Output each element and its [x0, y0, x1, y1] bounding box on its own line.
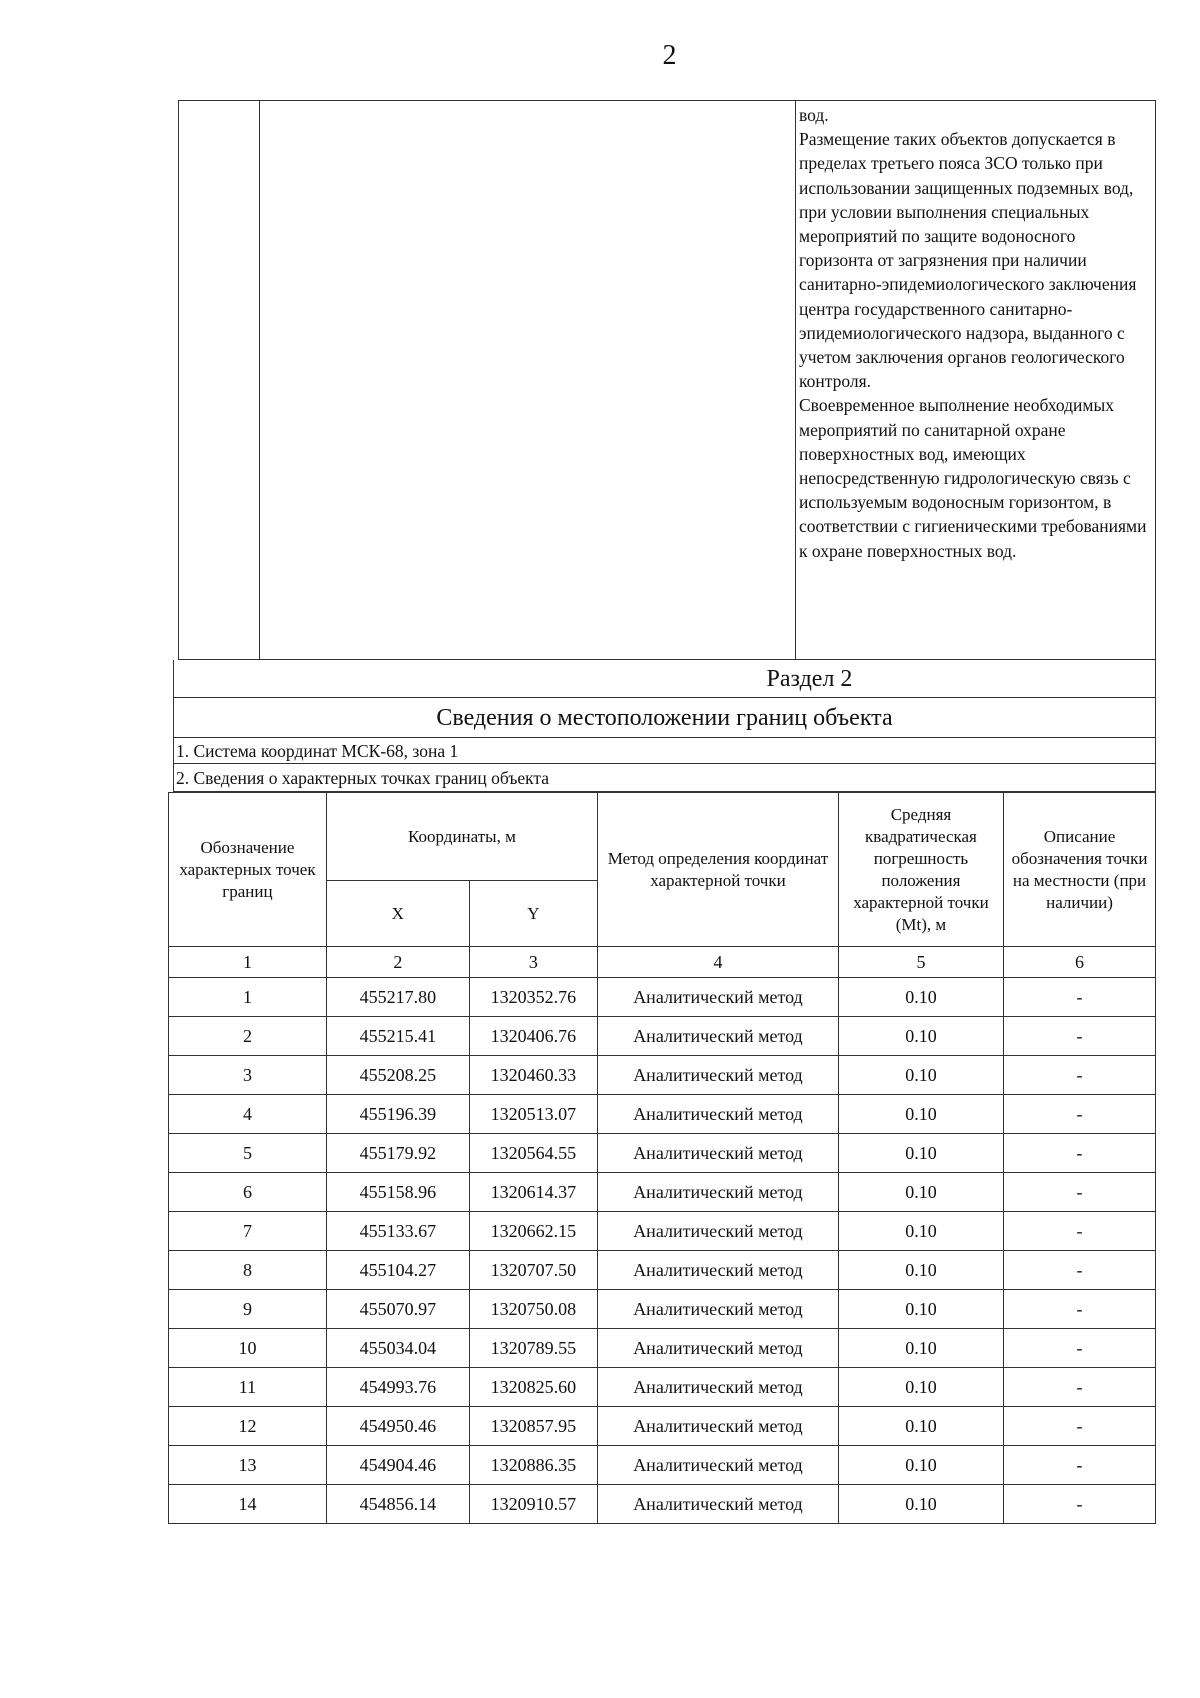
description-cell: -: [1004, 1407, 1156, 1446]
error-cell: 0.10: [838, 1095, 1003, 1134]
column-number: 2: [326, 947, 469, 978]
coord-y: 1320406.76: [469, 1017, 597, 1056]
column-number: 6: [1004, 947, 1156, 978]
error-cell: 0.10: [838, 978, 1003, 1017]
column-number: 3: [469, 947, 597, 978]
coord-y: 1320614.37: [469, 1173, 597, 1212]
column-number: 1: [169, 947, 327, 978]
column-number-row: [169, 947, 1156, 978]
header-error: Средняя квадратическая погрешность положения характерной точки (Mt), м: [838, 793, 1003, 947]
table-row: [169, 1017, 1156, 1056]
continuation-paragraph: Размещение таких объектов допускается в пределах третьего пояса ЗСО только при использовании защищенных подземных вод, при условии выполнения специальных мероприятий по защите водоносного горизонта от загрязнения при наличии санитарно-эпидемиологического заключения центра государственного санитарно-эпидемиологического надзора, выданного с учетом заключения органов геологического контроля.: [799, 129, 1137, 392]
coord-x: 455158.96: [326, 1173, 469, 1212]
column-divider: [259, 101, 260, 659]
point-number: 2: [169, 1017, 327, 1056]
point-number: 8: [169, 1251, 327, 1290]
error-cell: 0.10: [838, 1446, 1003, 1485]
table-row: [169, 1212, 1156, 1251]
coord-x: 455070.97: [326, 1290, 469, 1329]
coord-y: 1320564.55: [469, 1134, 597, 1173]
table-row: [169, 1056, 1156, 1095]
header-coords: Координаты, м: [326, 793, 597, 881]
coord-x: 455215.41: [326, 1017, 469, 1056]
coord-y: 1320910.57: [469, 1485, 597, 1524]
point-number: 7: [169, 1212, 327, 1251]
point-number: 5: [169, 1134, 327, 1173]
method-cell: Аналитический метод: [598, 1446, 839, 1485]
point-number: 10: [169, 1329, 327, 1368]
section-title: Раздел 2: [173, 660, 1156, 698]
column-number: 4: [598, 947, 839, 978]
point-number: 14: [169, 1485, 327, 1524]
method-cell: Аналитический метод: [598, 1329, 839, 1368]
coord-y: 1320886.35: [469, 1446, 597, 1485]
error-cell: 0.10: [838, 1212, 1003, 1251]
description-cell: -: [1004, 978, 1156, 1017]
error-cell: 0.10: [838, 1251, 1003, 1290]
description-cell: -: [1004, 1251, 1156, 1290]
coord-x: 454856.14: [326, 1485, 469, 1524]
table-row: [169, 1095, 1156, 1134]
point-number: 3: [169, 1056, 327, 1095]
error-cell: 0.10: [838, 1134, 1003, 1173]
coord-y: 1320662.15: [469, 1212, 597, 1251]
header-method: Метод определения координат характерной точки: [598, 793, 839, 947]
table-row: [169, 1407, 1156, 1446]
method-cell: Аналитический метод: [598, 1095, 839, 1134]
method-cell: Аналитический метод: [598, 1251, 839, 1290]
method-cell: Аналитический метод: [598, 1017, 839, 1056]
method-cell: Аналитический метод: [598, 1368, 839, 1407]
description-cell: -: [1004, 1095, 1156, 1134]
description-cell: -: [1004, 1368, 1156, 1407]
column-divider: [795, 101, 796, 659]
point-number: 9: [169, 1290, 327, 1329]
description-cell: -: [1004, 1446, 1156, 1485]
table-row: [169, 978, 1156, 1017]
method-cell: Аналитический метод: [598, 1134, 839, 1173]
description-cell: -: [1004, 1212, 1156, 1251]
coord-x: 455179.92: [326, 1134, 469, 1173]
method-cell: Аналитический метод: [598, 1485, 839, 1524]
header-x: X: [326, 881, 469, 947]
point-number: 11: [169, 1368, 327, 1407]
description-cell: -: [1004, 1329, 1156, 1368]
coord-x: 455217.80: [326, 978, 469, 1017]
table-row: [169, 1485, 1156, 1524]
error-cell: 0.10: [838, 1173, 1003, 1212]
point-number: 6: [169, 1173, 327, 1212]
coord-y: 1320789.55: [469, 1329, 597, 1368]
continuation-block: [178, 100, 1156, 660]
error-cell: 0.10: [838, 1368, 1003, 1407]
description-cell: -: [1004, 1017, 1156, 1056]
header-point-label: Обозначение характерных точек границ: [169, 793, 327, 947]
coord-x: 455208.25: [326, 1056, 469, 1095]
point-number: 1: [169, 978, 327, 1017]
coord-x: 455133.67: [326, 1212, 469, 1251]
point-number: 13: [169, 1446, 327, 1485]
page-number: 2: [662, 40, 678, 71]
method-cell: Аналитический метод: [598, 1290, 839, 1329]
section-subtitle: Сведения о местоположении границ объекта: [173, 698, 1156, 738]
header-description: Описание обозначения точки на местности (при наличии): [1004, 793, 1156, 947]
coord-y: 1320857.95: [469, 1407, 597, 1446]
coord-y: 1320825.60: [469, 1368, 597, 1407]
error-cell: 0.10: [838, 1290, 1003, 1329]
description-cell: -: [1004, 1485, 1156, 1524]
points-caption: 2. Сведения о характерных точках границ объекта: [173, 764, 1156, 792]
error-cell: 0.10: [838, 1407, 1003, 1446]
coord-x: 454904.46: [326, 1446, 469, 1485]
description-cell: -: [1004, 1173, 1156, 1212]
error-cell: 0.10: [838, 1017, 1003, 1056]
coord-y: 1320352.76: [469, 978, 597, 1017]
coordinate-system: 1. Система координат МСК-68, зона 1: [173, 738, 1156, 764]
coord-y: 1320460.33: [469, 1056, 597, 1095]
point-number: 12: [169, 1407, 327, 1446]
boundary-points-table: [168, 792, 1156, 1524]
header-y: Y: [469, 881, 597, 947]
continuation-paragraph: вод.: [799, 105, 829, 125]
method-cell: Аналитический метод: [598, 1212, 839, 1251]
column-number: 5: [838, 947, 1003, 978]
coord-y: 1320750.08: [469, 1290, 597, 1329]
table-row: [169, 1368, 1156, 1407]
table-row: [169, 1329, 1156, 1368]
method-cell: Аналитический метод: [598, 1173, 839, 1212]
description-cell: -: [1004, 1134, 1156, 1173]
method-cell: Аналитический метод: [598, 1407, 839, 1446]
method-cell: Аналитический метод: [598, 1056, 839, 1095]
coord-x: 454993.76: [326, 1368, 469, 1407]
table-row: [169, 1251, 1156, 1290]
table-row: [169, 1290, 1156, 1329]
error-cell: 0.10: [838, 1329, 1003, 1368]
point-number: 4: [169, 1095, 327, 1134]
continuation-text: [799, 103, 1153, 563]
error-cell: 0.10: [838, 1485, 1003, 1524]
method-cell: Аналитический метод: [598, 978, 839, 1017]
description-cell: -: [1004, 1056, 1156, 1095]
error-cell: 0.10: [838, 1056, 1003, 1095]
coord-x: 455104.27: [326, 1251, 469, 1290]
table-row: [169, 1446, 1156, 1485]
coord-y: 1320513.07: [469, 1095, 597, 1134]
continuation-paragraph: Своевременное выполнение необходимых мероприятий по санитарной охране поверхностных вод, имеющих непосредственную гидрологическую связь с используемым водоносным горизонтом, в соответствии с гигиеническими требованиями к охране поверхностных вод.: [799, 395, 1147, 561]
coord-x: 454950.46: [326, 1407, 469, 1446]
table-row: [169, 1134, 1156, 1173]
coord-x: 455196.39: [326, 1095, 469, 1134]
coord-x: 455034.04: [326, 1329, 469, 1368]
table-row: [169, 1173, 1156, 1212]
coord-y: 1320707.50: [469, 1251, 597, 1290]
description-cell: -: [1004, 1290, 1156, 1329]
